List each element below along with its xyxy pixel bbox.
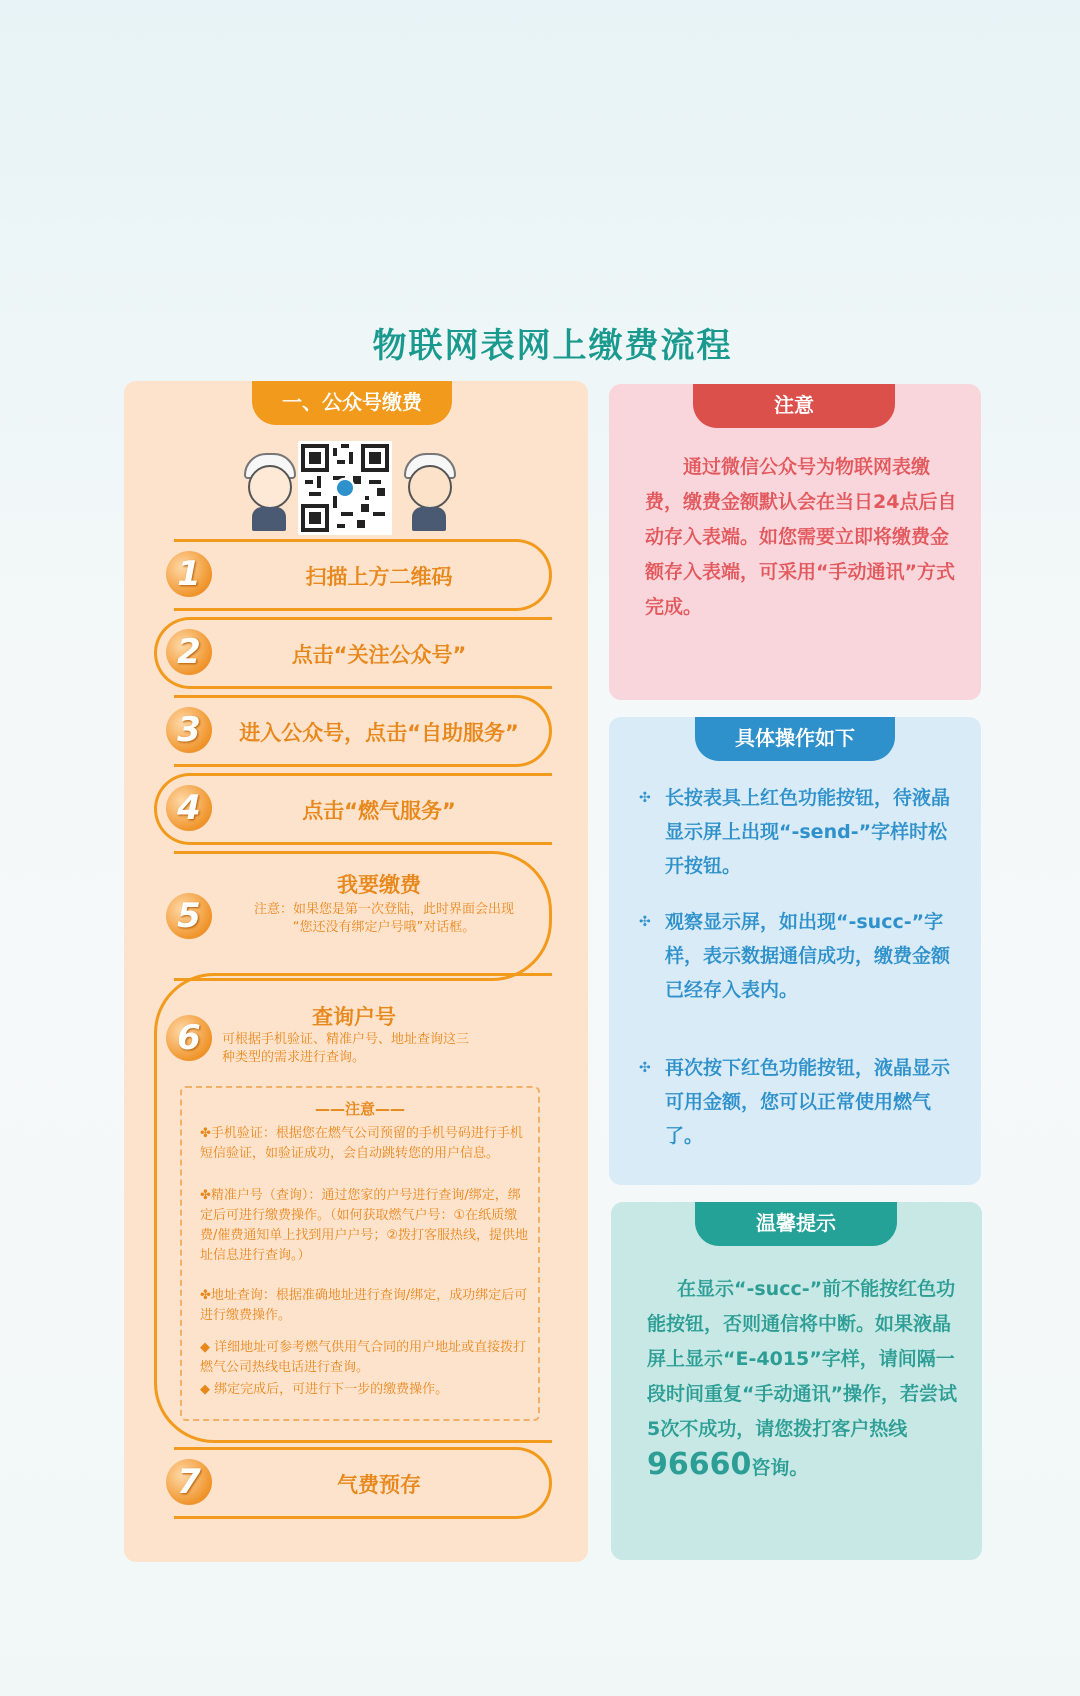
operation-item-1-text: 长按表具上红色功能按钮，待液晶显示屏上出现“-send-”字样时松开按钮。 (665, 787, 951, 877)
wechat-payment-panel (124, 381, 588, 1562)
operation-steps-panel (609, 717, 981, 1185)
qr-code[interactable] (298, 441, 392, 535)
bullet-marker-icon: ✣ (639, 914, 651, 930)
bullet-marker-icon: ✣ (639, 1060, 651, 1076)
step-6-text: 查询户号 (312, 1005, 396, 1029)
step-5-text: 我要缴费 (337, 873, 421, 897)
tips-suffix: 咨询。 (751, 1457, 809, 1479)
step-6-note-line-2: 种类型的需求进行查询。 (222, 1050, 366, 1065)
note-address-query: ✤地址查询：根据准确地址进行查询/绑定，成功绑定后可进行缴费操作。 (200, 1288, 528, 1323)
note-account-number: ✤精准户号（查询）：通过您家的户号进行查询/绑定，绑定后可进行缴费操作。（如何获取燃气户号：①在纸质缴费/催费通知单上找到用户户号；②拨打客服热线，提供地址信息进行查询。） (200, 1188, 529, 1263)
step-number-7: 7 (166, 1459, 212, 1505)
note-address-reference: ◆ 详细地址可参考燃气供用气合同的用户地址或直接拨打燃气公司热线电话进行查询。 (200, 1340, 527, 1375)
step-6-note-line-1: 可根据手机验证、精准户号、地址查询这三 (222, 1032, 470, 1047)
note-phone-verify: ✤手机验证：根据您在燃气公司预留的手机号码进行手机短信验证，如验证成功，会自动跳转您的用户信息。 (200, 1126, 523, 1161)
hotline-number: 96660 (647, 1447, 752, 1482)
page-title: 物联网表网上缴费流程 (372, 326, 733, 366)
operation-steps-tab: 具体操作如下 (695, 717, 895, 761)
query-notes-title: ——注意—— (314, 1100, 405, 1118)
step-7-text: 气费预存 (337, 1473, 421, 1497)
mascot-girl-icon (400, 451, 454, 531)
notice-text: 通过微信公众号为物联网表缴费，缴费金额默认会在当日24点后自动存入表端。如您需要立即将缴费金额存入表端，可采用“手动通讯”方式完成。 (645, 456, 957, 618)
step-1-text: 扫描上方二维码 (305, 565, 453, 589)
mascot-boy-icon (240, 451, 294, 531)
tips-panel (611, 1202, 982, 1560)
step-number-6: 6 (166, 1015, 212, 1061)
notice-panel (609, 384, 981, 700)
step-number-1: 1 (166, 551, 212, 597)
step-4-text: 点击“燃气服务” (302, 799, 456, 823)
tips-tab: 温馨提示 (695, 1202, 897, 1246)
operation-item-1 (639, 781, 959, 883)
note-bind-complete: ◆ 绑定完成后，可进行下一步的缴费操作。 (200, 1382, 449, 1397)
step-5-note-line-1: 注意：如果您是第一次登陆，此时界面会出现 (253, 902, 514, 917)
tips-body: 在显示“-succ-”前不能按红色功能按钮，否则通信将中断。如果液晶屏上显示“E-4015”字样，请间隔一段时间重复“手动通讯”操作，若尝试5次不成功，请您拨打客户热线 (647, 1278, 957, 1440)
operation-item-3-text: 再次按下红色功能按钮，液晶显示可用金额，您可以正常使用燃气了。 (665, 1057, 951, 1147)
step-number-5: 5 (166, 893, 212, 939)
query-notes-box (180, 1086, 540, 1421)
section-tab-wechat: 一、公众号缴费 (252, 381, 452, 425)
operation-item-2-text: 观察显示屏，如出现“-succ-”字样，表示数据通信成功，缴费金额已经存入表内。 (665, 911, 951, 1001)
operation-item-2 (639, 905, 959, 1007)
notice-tab: 注意 (693, 384, 895, 428)
tips-text (647, 1272, 959, 1486)
step-2-text: 点击“关注公众号” (291, 643, 467, 667)
step-3-text: 进入公众号，点击“自助服务” (239, 721, 519, 745)
step-5-note-line-2: “您还没有绑定户号哦”对话框。 (292, 920, 476, 935)
step-number-3: 3 (166, 707, 212, 753)
operation-item-3 (639, 1051, 959, 1153)
bullet-marker-icon: ✣ (639, 790, 651, 806)
step-number-4: 4 (166, 785, 212, 831)
step-number-2: 2 (166, 629, 212, 675)
